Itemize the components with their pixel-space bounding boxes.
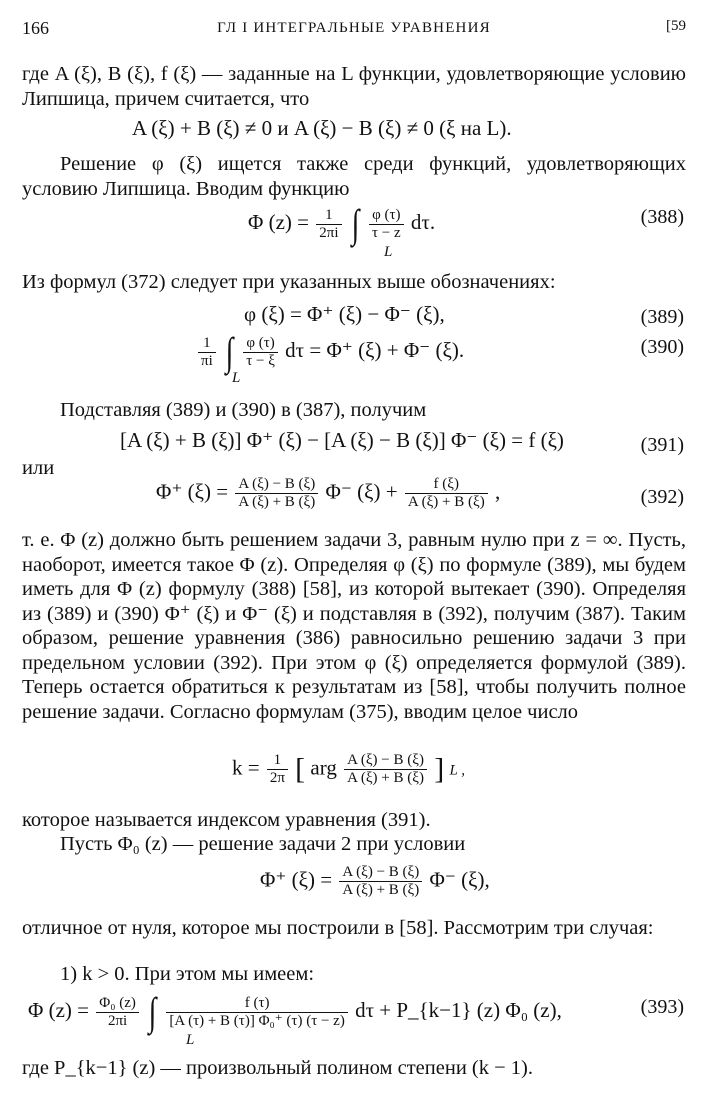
- eq388-tail: dτ.: [410, 209, 436, 234]
- equation-index: [0, 750, 708, 802]
- eq390-number: (390): [640, 336, 684, 358]
- eq388-number: (388): [640, 206, 684, 228]
- eq390-coef: [198, 335, 216, 370]
- eq393-coef-num: Φ₀ (z): [96, 995, 139, 1013]
- condition-text: A (ξ) + B (ξ) ≠ 0 и A (ξ) − B (ξ) ≠ 0 (ξ на L).: [132, 116, 512, 140]
- equation-390: [0, 330, 708, 386]
- paragraph-substituting: Подставляя (389) и (390) в (387), получим: [60, 399, 427, 421]
- eq392-fraction-2: [405, 476, 488, 511]
- eq390-tail: dτ = Φ⁺ (ξ) + Φ⁻ (ξ).: [285, 337, 465, 362]
- equation-393: [0, 990, 708, 1046]
- eq390-coef-num: 1: [198, 335, 216, 353]
- eq393-coef-den: 2πi: [107, 1012, 128, 1029]
- paragraph-formulas: Из формул (372) следует при указанных выше обозначениях:: [22, 271, 556, 293]
- page-number: 166: [22, 18, 49, 38]
- paragraph-index-name: которое называется индексом уравнения (391).: [22, 809, 431, 831]
- eq389-number: (389): [640, 306, 684, 328]
- left-bracket: [: [295, 752, 306, 786]
- contour-label: L: [186, 1032, 195, 1048]
- equation-388: [0, 200, 708, 260]
- eq392-fraction-1: [235, 476, 318, 511]
- index-coef: [267, 752, 288, 787]
- index-fraction: [344, 752, 427, 787]
- eq390-frac-den: τ − ξ: [246, 352, 275, 369]
- eq390-coef-den: πi: [201, 352, 213, 369]
- eq393-tail: dτ + P_{k−1} (z) Φ₀ (z),: [355, 997, 562, 1022]
- plus-tail: Φ⁻ (ξ),: [429, 867, 490, 892]
- eq390-body: [196, 329, 465, 374]
- paragraph-cases: отличное от нуля, которое мы построили в [58]. Рассмотрим три случая:: [22, 917, 654, 939]
- eq393-fraction: [166, 995, 348, 1030]
- eq393-body: [28, 989, 562, 1034]
- page-header: [22, 18, 686, 46]
- index-tail: L ,: [449, 762, 466, 779]
- eq393-f-num: f (τ): [166, 995, 348, 1013]
- eq388-fraction: [369, 207, 404, 242]
- eq393-f-den: [A (τ) + B (τ)] Φ₀⁺ (τ) (τ − z): [169, 1012, 345, 1029]
- eq388-coef: [316, 207, 341, 242]
- plus-lhs: Φ⁺ (ξ) =: [260, 867, 333, 892]
- index-f-num: A (ξ) − B (ξ): [344, 752, 427, 770]
- eq392-lhs: Φ⁺ (ξ) =: [156, 479, 229, 504]
- eq392-f2-num: f (ξ): [405, 476, 488, 494]
- contour-label: L: [232, 370, 241, 386]
- index-body: [232, 752, 465, 787]
- eq392-f1-den: A (ξ) + B (ξ): [238, 494, 316, 510]
- index-lhs: k =: [232, 755, 260, 780]
- plus-fraction: [339, 864, 422, 899]
- eq391-body: [A (ξ) + B (ξ)] Φ⁺ (ξ) − [A (ξ) − B (ξ)] Φ⁻ (ξ) = f (ξ): [120, 428, 564, 452]
- running-title: ГЛ I ИНТЕГРАЛЬНЫЕ УРАВНЕНИЯ: [217, 20, 491, 36]
- integral-sign: ∫: [351, 201, 360, 246]
- paragraph-let: Пусть Φ₀ (z) — решение задачи 2 при условии: [60, 833, 466, 855]
- paragraph-intro: где A (ξ), B (ξ), f (ξ) — заданные на L функции, удовлетворяющие условию Липшица, причем считается, что: [22, 63, 686, 110]
- eq392-tail: ,: [494, 479, 501, 504]
- eq392-body: [156, 476, 500, 511]
- case-1: 1) k > 0. При этом мы имеем:: [60, 963, 315, 985]
- eq389-body: φ (ξ) = Φ⁺ (ξ) − Φ⁻ (ξ),: [244, 302, 445, 326]
- eq392-mid: Φ⁻ (ξ) +: [325, 479, 398, 504]
- index-f-den: A (ξ) + B (ξ): [347, 770, 424, 786]
- integral-sign: ∫: [225, 329, 234, 374]
- eq388-frac-den: τ − z: [371, 224, 401, 241]
- eq388-body: [248, 201, 436, 246]
- word-or: или: [22, 457, 55, 479]
- eq393-lhs: Φ (z) =: [28, 997, 90, 1022]
- equation-392: [0, 476, 708, 524]
- plus-f-den: A (ξ) + B (ξ): [342, 882, 420, 898]
- eq392-f1-num: A (ξ) − B (ξ): [235, 476, 318, 494]
- equation-condition: [0, 116, 708, 156]
- paragraph-main: т. е. Φ (z) должно быть решением задачи 3, равным нулю при z = ∞. Пусть, наоборот, имеется такое Φ (z). Определяя φ (ξ) по формуле (389), мы будем иметь для Φ (z) формулу (388) [58], из которой вытекает (390). Определяя из (389) и (390) Φ⁺ (ξ) и Φ⁻ (ξ) и подставляя в (392), получим (387). Таким образом, решение уравнения (386) равносильно решению задачи 3 при предельном условии (392). При этом φ (ξ) определяется формулой (389). Теперь остается обратиться к результатам из [58], чтобы получить полное решение задачи. Согласно формулам (375), вводим целое число: [22, 529, 686, 723]
- right-bracket: ]: [434, 752, 445, 786]
- eq391-number: (391): [640, 434, 684, 456]
- section-mark: [59: [666, 18, 686, 34]
- plus-body: [260, 864, 490, 899]
- eq393-number: (393): [640, 996, 684, 1018]
- contour-label: L: [384, 244, 393, 260]
- eq392-number: (392): [640, 486, 684, 508]
- paragraph-polynomial: где P_{k−1} (z) — произвольный полином степени (k − 1).: [22, 1057, 533, 1079]
- eq388-coef-den: 2πi: [319, 224, 339, 241]
- integral-sign: ∫: [148, 989, 157, 1034]
- eq392-f2-den: A (ξ) + B (ξ): [407, 494, 485, 510]
- eq393-coef: [96, 995, 139, 1030]
- plus-f-num: A (ξ) − B (ξ): [339, 864, 422, 882]
- index-coef-num: 1: [267, 752, 288, 770]
- eq390-fraction: [243, 335, 278, 370]
- eq388-coef-num: 1: [316, 207, 341, 225]
- paragraph-solution: Решение φ (ξ) ищется также среди функций, удовлетворяющих условию Липшица. Вводим функцию: [22, 153, 686, 200]
- eq390-frac-num: φ (τ): [243, 335, 278, 353]
- eq388-frac-num: φ (τ): [369, 207, 404, 225]
- eq388-lhs: Φ (z) =: [248, 209, 310, 234]
- index-arg: arg: [310, 755, 337, 780]
- index-coef-den: 2π: [269, 770, 285, 786]
- equation-plus: [0, 862, 708, 910]
